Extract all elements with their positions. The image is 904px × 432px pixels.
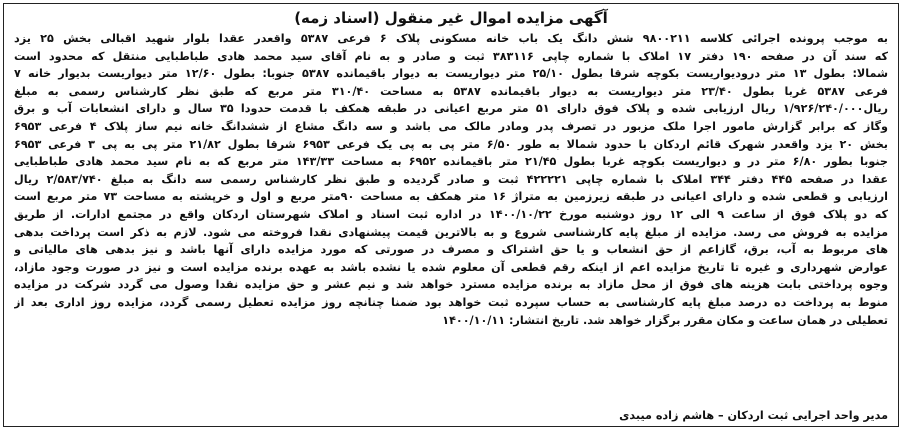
- notice-body: [14, 30, 888, 329]
- notice-line-publish-date: تعطیلی در همان ساعت و مکان مقرر برگزار خواهد شد. تاریخ انتشار: ۱۴۰۰/۱۰/۱۱: [442, 313, 888, 327]
- notice-line: به موجب پرونده اجرائی کلاسه ۹۸۰۰۲۱۱ شش دانگ یک باب خانه مسکونی پلاک ۶ فرعی ۵۳۸۷ واقعدر عقدا بلوار شهید اقبالی بخش ۲۵ یزد: [14, 32, 888, 45]
- notice-line: شمالا: بطول ۱۳ متر درودیواریست بکوچه شرقا بطول ۲۵/۱۰ متر دیواریست به دیوار باقیمانده ۵۳۸۷ جنوبا: بطول ۱۲/۶۰ متر دیواریست بدیوار خانه ۷: [14, 67, 888, 81]
- notice-line: ریال۱/۹۲۶/۲۴۰/۰۰۰ ریال ارزیابی شده و پلاک فوق دارای ۵۱ متر مربع اعیانی در طبقه همکف با قدمت حدودا ۳۵ سال و دارای انشعابات آب و برق: [14, 102, 888, 116]
- signature: مدیر واحد اجرایی ثبت اردکان – هاشم زاده میبدی: [619, 409, 888, 422]
- notice-line: عقدا در صفحه ۴۴۵ دفتر ۳۴۴ املاک با شماره چاپی ۴۲۲۲۲۱ ثبت و صادر گردیده و طبق نظر کارشناس رسمی سه دانگ به مبلغ ۲/۵۸۳/۷۴۰ ریال: [14, 172, 888, 186]
- notice-title: آگهی مزایده اموال غیر منقول (اسناد زمه): [294, 9, 608, 27]
- auction-notice: [3, 3, 899, 427]
- notice-line: منوط به پرداخت ده درصد مبلغ پایه کارشناسی به حساب سپرده ثبت خواهد بود ضمنا چنانچه روز مزایده تعطیل رسمی گردد، مزایده روز اداری بعد از: [14, 295, 888, 309]
- notice-line: که دو پلاک فوق از ساعت ۹ الی ۱۲ روز دوشنبه مورخ ۱۴۰۰/۱۰/۲۲ در اداره ثبت اسناد و املاک شهرستان اردکان واقع در مجتمع ادارات. از طریق: [14, 207, 888, 221]
- notice-line: مزایده به فروش می رسد. مزایده از مبلغ پایه کارشناسی شروع و به بالاترین قیمت پیشنهادی نقدا فروخته می شود. لازم به ذکر است پرداخت بدهی: [14, 225, 888, 239]
- notice-footer: [14, 409, 888, 422]
- notice-line: وجوه پرداختی بابت هزینه های فوق از محل مازاد به برنده مزایده مسترد خواهد شد و نیم عشر و حق مزایده نقدا وصول می گردد شرکت در مزایده: [14, 278, 888, 292]
- notice-line: ارزیابی و قطعی شده و دارای اعیانی در طبقه زیرزمین به متراژ ۱۶ متر همکف به مساحت ۹۰متر مربع و اول و خرپشته به مساحت ۷۳ متر مربع است: [14, 190, 888, 204]
- notice-line: وگاز که برابر گزارش مامور اجرا ملک مزبور در تصرف پدر ومادر مالک می باشد و سه دانگ مشاع از ششدانگ خانه نیم ساز پلاک ۴ فرعی ۶۹۵۳: [14, 119, 888, 133]
- notice-line: جنوبا بطور ۶/۸۰ متر در و دیواریست بکوچه غربا بطول ۲۱/۴۵ متر باقیمانده ۶۹۵۲ به مساحت ۱۴۳/۳۳ متر مربع که به نام سید محمد هادی طباطبایی: [14, 155, 888, 169]
- notice-line: که سند آن در صفحه ۱۹۰ دفتر ۱۷ املاک با شماره چاپی ۳۸۳۱۱۶ ثبت و صادر و به نام آقای سید محمد هادی طباطبایی منتقل که محدود است: [14, 49, 888, 63]
- notice-line: بخش ۲۰ یزد واقعدر شهرک قائم اردکان با حدود شمالا به طور ۶/۵۰ متر پی به پی یک فرعی ۶۹۵۳ شرقا بطول ۲۱/۸۲ متر پی به پی ۳ فرعی ۶۹۵۳: [14, 137, 888, 151]
- notice-line: های مربوط به آب، برق، گازاعم از حق انشعاب و یا حق اشتراک و مصرف در صورتی که مورد مزایده دارای آنها باشد و نیز بدهی های مالیاتی و: [14, 243, 888, 257]
- notice-line: فرعی ۵۳۸۷ غربا بطول ۲۳/۴۰ متر دیواریست به دیوار باقیمانده ۵۳۸۷ به مساحت ۳۱۰/۴۰ متر مربع که طبق نظر کارشناس رسمی به مبلغ: [14, 84, 888, 98]
- notice-line: عوارض شهرداری و غیره تا تاریخ مزایده اعم از اینکه رقم قطعی آن معلوم شده یا نشده باشد به عهده برنده مزایده است و نیز در صورت وجود مازاد،: [14, 260, 888, 274]
